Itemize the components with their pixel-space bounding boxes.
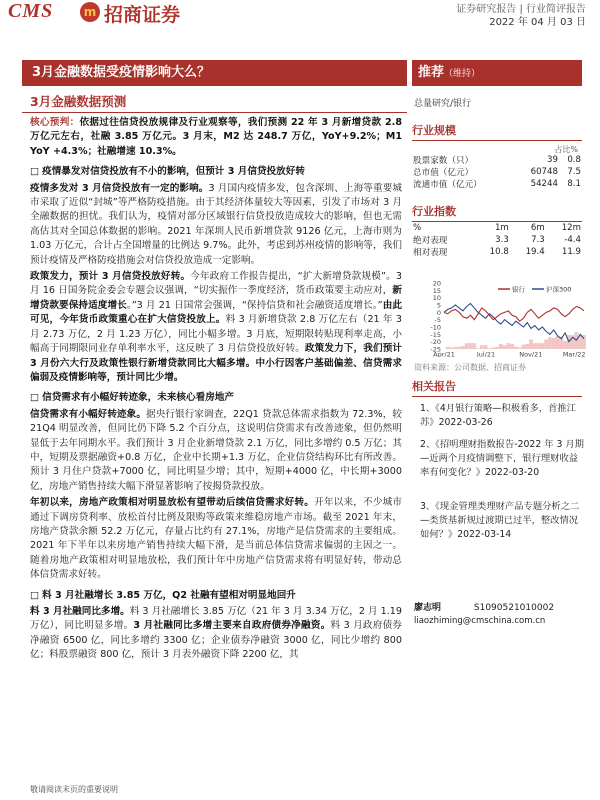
y-tick-label: 20 — [432, 279, 441, 288]
source-note: 资料来源：公司数据、招商证券 — [414, 363, 526, 372]
table-row: 股票家数（只） 39 0.8 — [413, 155, 581, 166]
y-tick-label: 15 — [432, 286, 441, 295]
index-chart — [418, 275, 588, 355]
diff-bar — [457, 347, 461, 349]
core-text: 依据过往信贷投放规律及行业观察等，我们预测 22 年 3 月新增贷款 2.8 万亿元左右，社融 3.85 万亿元。3 月末，M2 达 248.7 万亿，YoY+9.2%；M1 YoY +4.3%；社融增速 10.3%。 — [30, 117, 402, 157]
logo-cn: 招商证券 — [104, 4, 181, 26]
legend-label-csi300: 沪深300 — [546, 285, 572, 294]
industry-index-heading: 行业指数 — [412, 203, 582, 222]
section-heading-2: □ 信贷需求有小幅好转迹象，未来核心看房地产 — [30, 391, 402, 405]
table-row: 总市值（亿元） 60748 7.5 — [413, 167, 581, 178]
analyst-type: 总量研究/银行 — [414, 99, 472, 109]
diff-bar — [563, 341, 567, 349]
y-tick-label: 10 — [432, 294, 441, 303]
chart-svg — [418, 275, 588, 357]
recommend-label: 推荐 — [418, 65, 445, 80]
x-tick-label: Nov/21 — [519, 350, 543, 357]
diff-bar — [495, 347, 499, 349]
diff-bar — [469, 343, 473, 349]
y-tick-label: -5 — [434, 316, 441, 325]
industry-index-table — [412, 222, 582, 258]
related-item[interactable]: 1、《4月银行策略—积极看多，首推江苏》2022-03-26 — [420, 403, 576, 428]
diff-bar — [540, 343, 544, 349]
diff-bar — [476, 348, 480, 349]
paragraph-4: 年初以来，房地产政策相对明显放松有望带动后续信贷需求好转。开年以来，不少城市通过下调房贷利率、放松首付比例及限购等政策来维稳房地产市场。截至 2021 年末，房地产贷款余额 52.2 万亿元，存量占比约有 27.1%，房地产是信贷需求的主要组成。2021 年下半年以来房地产销售持续大幅下滑，是当前总体信贷需求偏弱的主因之一。随着房地产政策相对明显地放松，我们预计年中房地产信贷需求将有明显好转，带动总体信贷需求好转。 — [30, 497, 403, 581]
paragraph-3: 信贷需求有小幅好转迹象。据央行银行家调查，22Q1 贷款总体需求指数为 72.3%，较 21Q4 明显改善，但同比仍下降 5.2 个百分点，这说明信贷需求有改善迹象，但仍然明显低于去年同期水平。我们预计 3 月企业新增贷款 2.1 万亿，同比多增约 0.5 万亿；其中，短期及票据融资+0.8 万亿，企业中长期+1.3 万亿，企业信贷结构环比有所改善。预计 3 月住户贷款+7000 亿，同比明显少增；其中，短期+4000 亿，中长期+3000 亿，房地产销售持续大幅下滑显著影响了按揭贷款投放。 — [30, 408, 402, 492]
main-text — [30, 116, 402, 665]
diff-bar — [453, 347, 457, 349]
section-heading-3: □ 料 3 月社融增长 3.85 万亿，Q2 社融有望相对明显地回升 — [30, 589, 402, 603]
table-header-row: % 1m 6m 12m — [413, 223, 581, 233]
x-tick-label: Jul/21 — [476, 350, 496, 357]
divider — [22, 112, 407, 113]
y-tick-label: -10 — [430, 323, 441, 332]
y-tick-label: -20 — [430, 338, 441, 347]
analyst-cert: S1090521010002 — [473, 603, 555, 613]
diff-bar — [556, 336, 560, 349]
industry-scale-table — [412, 154, 582, 190]
section-subtitle: 3月金融数据预测 — [30, 94, 127, 109]
x-tick-label: Mar/22 — [562, 350, 586, 357]
diff-bar — [465, 343, 469, 349]
diff-bar — [522, 345, 526, 349]
diff-bar — [488, 348, 492, 349]
y-tick-label: -15 — [430, 330, 441, 339]
report-title: 3月金融数据受疫情影响大么？ — [22, 60, 407, 86]
analyst — [414, 600, 554, 613]
diff-bar — [548, 337, 552, 349]
analyst-name: 廖志明 — [414, 603, 442, 613]
industry-scale-unit: 占比% — [554, 145, 578, 154]
diff-bar — [484, 345, 488, 349]
diff-bar — [491, 348, 495, 349]
diff-bar — [480, 345, 484, 349]
core-label: 核心预判： — [30, 117, 80, 128]
diff-bar — [510, 344, 514, 349]
diff-bar — [446, 347, 450, 349]
industry-scale-heading: 行业规模 — [412, 122, 582, 141]
recommend-note: （维持） — [444, 69, 481, 79]
table-row: 相对表现 10.8 19.4 11.9 — [413, 247, 581, 258]
report-date: 2022 年 04 月 03 日 — [489, 17, 586, 28]
related-item[interactable]: 3、《现金管理类理财产品专题分析之二—类货基新规过渡期已过半，整改情况如何？》2022-03-14 — [420, 501, 580, 540]
diff-bar — [529, 339, 533, 349]
diff-bar — [533, 343, 537, 349]
recommendation — [412, 60, 582, 86]
logo-badge: m — [80, 2, 100, 22]
diff-bar — [506, 343, 510, 349]
paragraph-1: 疫情多发对 3 月信贷投放有一定的影响。3 月国内疫情多发，包含深圳、上海等重要城市采取了近似“封城”等严格防疫措施。由于其经济体量较大等因素，引发了市场对 3 月全融数据的担忧。我们认为，疫情对部分区域银行信贷投放造成较大的影响，但也无需高估其对全国总体数据的影响。2021 年深圳人民币新增贷款 9126 亿元，上海市则为 1.03 万亿元，合计占全国增量的比例达 9.7%。此外，考虑到苏州疫情的影响等，我们预计疫情及严格防疫措施会对信贷投放造成一定影响。 — [30, 182, 403, 266]
diff-bar — [450, 348, 454, 349]
section-heading-1: □ 疫情暴发对信贷投放有不小的影响，但预计 3 月信贷投放好转 — [30, 165, 402, 179]
paragraph-2: 政策发力，预计 3 月信贷投放好转。今年政府工作报告提出，“扩大新增贷款规模”。3 月 16 日国务院金委会专题会议强调，“切实振作一季度经济，货币政策要主动应对，新增贷款要保持适度增长。”3 月 21 日国常会强调，“保持信贷和社会融资适度增长。”由此可见，今年货币政策重心在扩大信贷投放上。料 3 月新增贷款 2.8 万亿左右（21 年 3 月 2.73 万亿，2 月 1.23 万亿），同比小幅多增。3 月底，短期限转贴现利率走高，小幅高于同期限同业存单利率水平，这反映了 3 月信贷投放好转。政策发力下，我们预计 3 月份六大行及政策性银行新增贷款同比大幅多增。中小行因客户基础偏差、信贷需求偏弱及疫情影响等，预计同比少增。 — [30, 271, 403, 383]
core-paragraph — [30, 116, 402, 159]
diff-bar — [503, 345, 507, 349]
paragraph-5: 料 3 月社融同比多增。料 3 月社融增长 3.85 万亿（21 年 3 月 3.34 万亿，2 月 1.19 万亿），同比明显多增。3 月社融同比多增主要来自政府债券净融资。料 3 月政府债券净融资 6500 亿，同比多增约 3300 亿；企业债券净融资 3000 亿，同比少增约 800 亿；料股票融资 800 亿，预计 3 月表外融资下降 2200 亿，其 — [30, 606, 403, 661]
y-tick-label: 5 — [436, 301, 441, 310]
diff-bar — [578, 336, 582, 349]
series-line-csi300 — [444, 304, 584, 342]
footer-note: 敬请阅读末页的重要说明 — [30, 785, 118, 794]
table-row: 绝对表现 3.3 7.3 -4.4 — [413, 235, 581, 246]
diff-bar — [544, 339, 548, 349]
x-tick-label: Apr/21 — [433, 350, 455, 357]
related-item[interactable]: 2、《招明理财指数报告-2022 年 3 月期—近两个月疫情调整下，银行理财收益率有何变化？》2022-03-20 — [420, 439, 584, 478]
related-heading: 相关报告 — [412, 378, 582, 397]
diff-bar — [499, 344, 503, 349]
y-tick-label: -25 — [430, 345, 441, 354]
diff-bar — [552, 338, 556, 349]
y-tick-label: 0 — [436, 308, 441, 317]
diff-bar — [514, 347, 518, 349]
logo-cms: CMS — [8, 0, 54, 22]
report-type: 证券研究报告 | 行业简评报告 — [456, 4, 586, 15]
legend-label-bank: 银行 — [512, 285, 525, 294]
diff-bar — [537, 343, 541, 349]
diff-bar — [525, 344, 529, 349]
diff-bar — [472, 343, 476, 349]
table-row: 流通市值（亿元） 54244 8.1 — [413, 179, 581, 190]
diff-bar — [461, 346, 465, 349]
analyst-email[interactable]: liaozhiming@cmschina.com.cn — [414, 616, 546, 626]
diff-bar — [518, 348, 522, 349]
